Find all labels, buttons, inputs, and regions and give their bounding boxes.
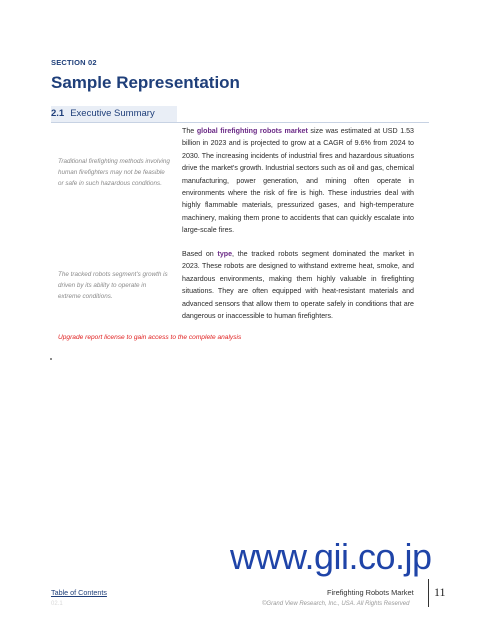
section-label: SECTION 02 [51, 58, 97, 67]
page-title: Sample Representation [51, 73, 240, 92]
paragraph-2 [182, 248, 414, 322]
footer-divider [428, 579, 429, 607]
bullet-dot [50, 358, 52, 360]
paragraph-1-lead: The [182, 127, 197, 135]
table-of-contents-link[interactable]: Table of Contents [51, 588, 107, 597]
subsection-title: Executive Summary [70, 108, 155, 119]
subsection-number: 2.1 [51, 108, 65, 119]
paragraph-1 [182, 125, 414, 237]
heading-divider [51, 122, 429, 123]
footer-faint-ref: 02.1 [51, 601, 63, 607]
subsection-heading [51, 106, 177, 122]
footer-report-title: Firefighting Robots Market [327, 588, 414, 597]
paragraph-2-text: , the tracked robots segment dominated the market in 2023. These robots are designed to withstand extreme heat, smoke, and hazardous environments, making them highly valuable in firefighting situations. They are often equipped with heat-resistant materials and advanced sensors that allow them to operate safely in conditions that are dangerous or inaccessible to human firefighters. [182, 250, 414, 321]
upgrade-notice: Upgrade report license to gain access to the complete analysis [58, 334, 242, 341]
paragraph-2-lead: Based on [182, 250, 218, 258]
copyright-notice: ©Grand View Research, Inc., USA. All Rights Reserved [262, 601, 410, 607]
highlight-term-market: global firefighting robots market [196, 127, 308, 135]
side-note-1: Traditional firefighting methods involving human firefighters may not be feasible or safe in such hazardous conditions. [58, 158, 170, 187]
side-note-2: The tracked robots segment's growth is driven by its ability to operate in extreme conditions. [58, 271, 168, 300]
page-number: 11 [434, 585, 446, 599]
highlight-term-type: type [217, 250, 233, 258]
watermark-logo: www.gii.co.jp [230, 536, 432, 577]
paragraph-1-text: size was estimated at USD 1.53 billion in 2023 and is projected to grow at a CAGR of 9.6% from 2024 to 2030. The increasing incidents of industrial fires and hazardous situations drive the market's growth. Industrial sectors such as oil and gas, chemical manufacturing, power generation, and mining often operate in environments where the risk of fire is high. These industries deal with highly flammable materials, pressurized gases, and high-temperature machinery, making them prone to accidents that can quickly escalate into large-scale fires. [182, 127, 415, 235]
